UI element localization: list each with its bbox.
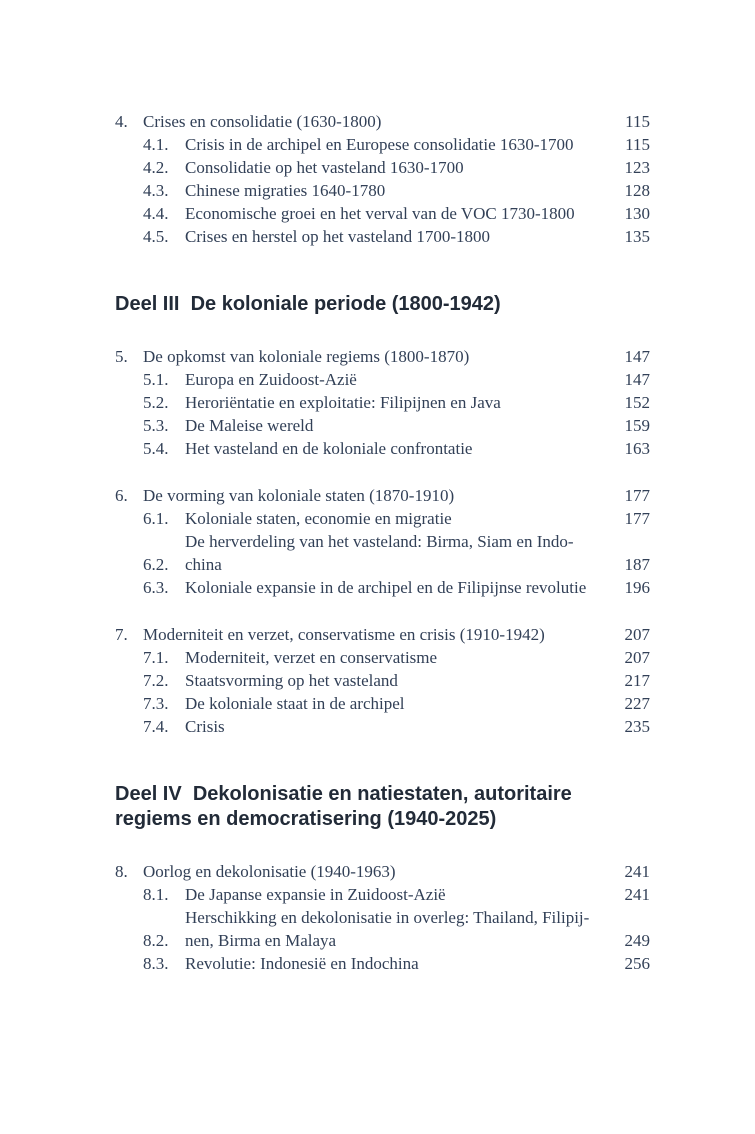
toc-entry-chapter-7 [115, 623, 650, 646]
entry-page-number: 256 [624, 954, 650, 973]
entry-page-number: 187 [624, 555, 650, 574]
toc-entry-4-5 [115, 225, 650, 248]
chapter-block-8 [115, 860, 650, 975]
entry-page-number: 241 [624, 885, 650, 904]
toc-entry-5-1 [115, 368, 650, 391]
entry-number: 8.3. [143, 954, 169, 973]
entry-page-number: 241 [624, 862, 650, 881]
toc-entry-6-3 [115, 576, 650, 599]
toc-entry-7-2 [115, 669, 650, 692]
entry-title: Crisis [185, 717, 225, 736]
entry-page-number: 249 [624, 931, 650, 950]
entry-title: Europa en Zuidoost-Azië [185, 370, 357, 389]
entry-page-number: 235 [624, 717, 650, 736]
entry-number: 8.1. [143, 885, 169, 904]
toc-entry-8-3 [115, 952, 650, 975]
chapter-block-4 [115, 110, 650, 248]
part-heading-deel-4: Deel IV Dekolonisatie en natiestaten, autoritaire regiems en democratisering (1940-2025) [115, 783, 572, 830]
entry-title: Koloniale staten, economie en migratie [185, 509, 452, 528]
entry-number: 7. [115, 625, 128, 644]
toc-entry-4-1 [115, 133, 650, 156]
entry-title: De opkomst van koloniale regiems (1800-1870) [143, 347, 470, 366]
entry-number: 5. [115, 347, 128, 366]
entry-title: Koloniale expansie in de archipel en de Filipijnse revolutie [185, 578, 587, 597]
entry-title: De Maleise wereld [185, 416, 314, 435]
entry-page-number: 147 [624, 347, 650, 366]
entry-number: 4.5. [143, 227, 169, 246]
entry-page-number: 159 [624, 416, 650, 435]
entry-title: De koloniale staat in de archipel [185, 694, 405, 713]
entry-page-number: 128 [624, 181, 650, 200]
entry-title: De Japanse expansie in Zuidoost-Azië [185, 885, 446, 904]
toc-entry-8-1 [115, 883, 650, 906]
toc-entry-8-2 [115, 906, 650, 952]
entry-number: 8. [115, 862, 128, 881]
entry-page-number: 217 [624, 671, 650, 690]
entry-number: 6.3. [143, 578, 169, 597]
entry-title: Moderniteit, verzet en conservatisme [185, 648, 438, 667]
entry-number: 7.3. [143, 694, 169, 713]
entry-page-number: 115 [625, 135, 650, 154]
entry-title: Revolutie: Indonesië en Indochina [185, 954, 419, 973]
entry-title: Crises en herstel op het vasteland 1700-1800 [185, 227, 490, 246]
entry-number: 6.1. [143, 509, 169, 528]
entry-page-number: 207 [624, 625, 650, 644]
entry-number: 5.2. [143, 393, 169, 412]
entry-title: De herverdeling van het vasteland: Birma, Siam en Indo- china [185, 532, 574, 574]
toc-entry-chapter-5 [115, 345, 650, 368]
entry-title: Crisis in de archipel en Europese consolidatie 1630-1700 [185, 135, 574, 154]
chapter-block-7 [115, 623, 650, 738]
entry-title: Crises en consolidatie (1630-1800) [143, 112, 382, 131]
toc-entry-7-3 [115, 692, 650, 715]
entry-title: Economische groei en het verval van de VOC 1730-1800 [185, 204, 575, 223]
toc-entry-7-4 [115, 715, 650, 738]
entry-title: Chinese migraties 1640-1780 [185, 181, 386, 200]
entry-number: 4.4. [143, 204, 169, 223]
entry-number: 4.3. [143, 181, 169, 200]
entry-page-number: 207 [624, 648, 650, 667]
entry-page-number: 123 [624, 158, 650, 177]
toc-entry-chapter-8 [115, 860, 650, 883]
toc-entry-4-4 [115, 202, 650, 225]
entry-number: 4.2. [143, 158, 169, 177]
toc-entry-5-3 [115, 414, 650, 437]
entry-page-number: 177 [624, 509, 650, 528]
toc-entry-chapter-4 [115, 110, 650, 133]
entry-page-number: 177 [624, 486, 650, 505]
toc-entry-6-1 [115, 507, 650, 530]
toc-entry-7-1 [115, 646, 650, 669]
toc-entry-5-2 [115, 391, 650, 414]
entry-page-number: 147 [624, 370, 650, 389]
entry-title: Het vasteland en de koloniale confrontatie [185, 439, 473, 458]
entry-number: 5.1. [143, 370, 169, 389]
toc-entry-4-2 [115, 156, 650, 179]
entry-number: 7.2. [143, 671, 169, 690]
toc-entry-chapter-6 [115, 484, 650, 507]
entry-number: 4. [115, 112, 128, 131]
entry-number: 7.4. [143, 717, 169, 736]
entry-title: Moderniteit en verzet, conservatisme en crisis (1910-1942) [143, 625, 545, 644]
entry-number: 6. [115, 486, 128, 505]
entry-number: 6.2. [143, 555, 169, 574]
entry-page-number: 130 [624, 204, 650, 223]
toc-entry-4-3 [115, 179, 650, 202]
entry-title: Oorlog en dekolonisatie (1940-1963) [143, 862, 396, 881]
entry-title: Staatsvorming op het vasteland [185, 671, 398, 690]
entry-title: De vorming van koloniale staten (1870-1910) [143, 486, 455, 505]
entry-page-number: 135 [624, 227, 650, 246]
entry-number: 5.3. [143, 416, 169, 435]
entry-number: 5.4. [143, 439, 169, 458]
toc-entry-6-2 [115, 530, 650, 576]
entry-number: 8.2. [143, 931, 169, 950]
entry-page-number: 115 [625, 112, 650, 131]
entry-title: Consolidatie op het vasteland 1630-1700 [185, 158, 464, 177]
entry-number: 7.1. [143, 648, 169, 667]
entry-number: 4.1. [143, 135, 169, 154]
entry-title: Herschikking en dekolonisatie in overleg: Thailand, Filipij- nen, Birma en Malaya [185, 908, 590, 950]
entry-page-number: 227 [624, 694, 650, 713]
entry-page-number: 163 [624, 439, 650, 458]
part-heading-deel-3: Deel III De koloniale periode (1800-1942) [115, 293, 501, 315]
entry-page-number: 196 [624, 578, 650, 597]
toc-entry-5-4 [115, 437, 650, 460]
entry-title: Heroriëntatie en exploitatie: Filipijnen en Java [185, 393, 501, 412]
chapter-block-5 [115, 345, 650, 460]
chapter-block-6 [115, 484, 650, 599]
entry-page-number: 152 [624, 393, 650, 412]
